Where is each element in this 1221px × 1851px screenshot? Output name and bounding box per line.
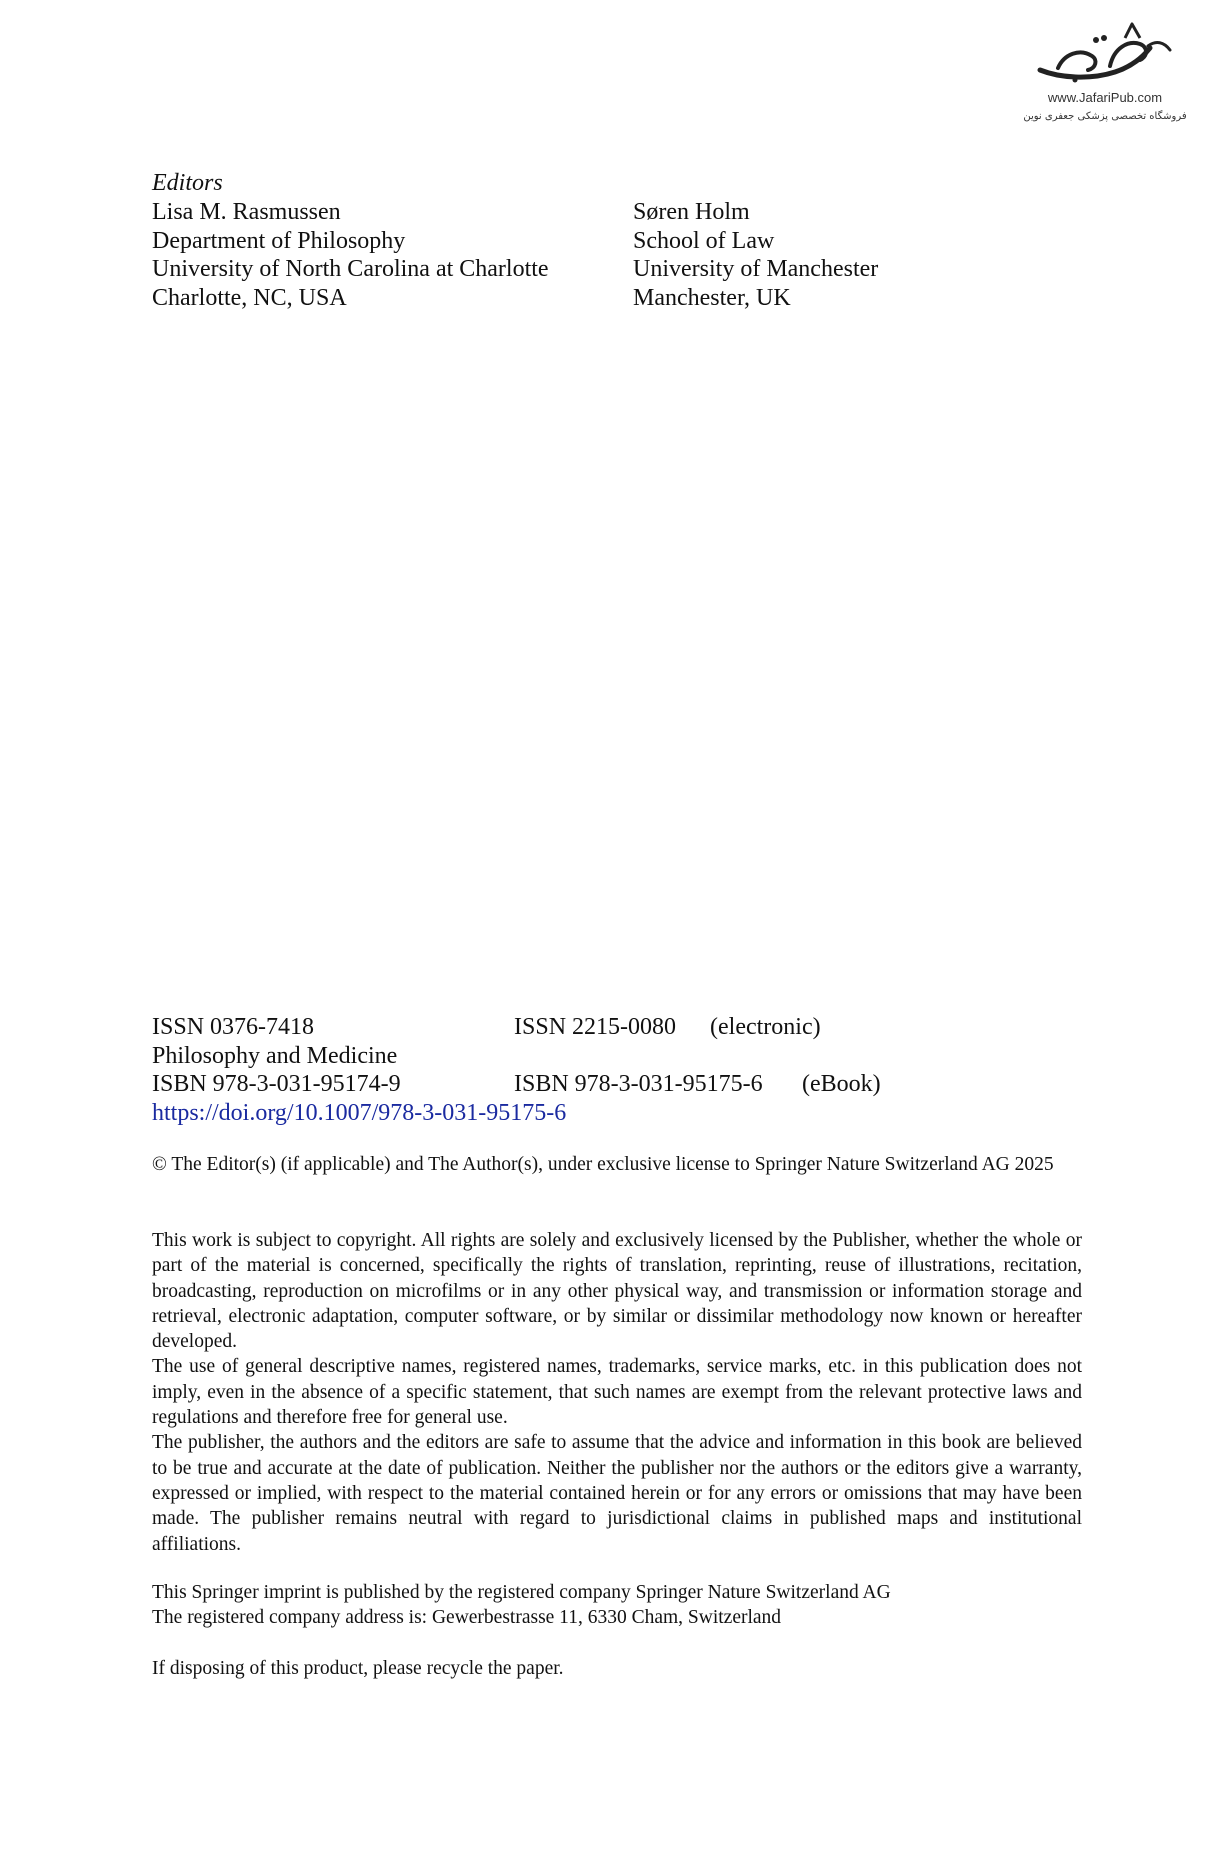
- editor-location: Manchester, UK: [633, 284, 791, 311]
- editor-institution: University of Manchester: [633, 256, 879, 282]
- legal-paragraph-trademarks: The use of general descriptive names, registered names, trademarks, service marks, etc. in this publication does not imply, even in the absence of a specific statement, that such names are exempt from the relevant protective laws and regulations and therefore free for general use.: [152, 1356, 1082, 1429]
- editor-institution: University of North Carolina at Charlotte: [152, 256, 549, 282]
- editor-left: [152, 198, 549, 312]
- recycle-note: If disposing of this product, please recycle the paper.: [152, 1658, 564, 1679]
- jafari-pub-calligraphy-icon: [1030, 18, 1180, 88]
- publisher-logo: [1005, 18, 1205, 138]
- imprint-line-address: The registered company address is: Gewerbestrasse 11, 6330 Cham, Switzerland: [152, 1607, 782, 1629]
- editor-department: Department of Philosophy: [152, 227, 406, 254]
- editor-name: Søren Holm: [633, 199, 750, 225]
- legal-paragraph-disclaimer: The publisher, the authors and the editors are safe to assume that the advice and information in this book are believed to be true and accurate at the date of publication. Neither the publisher nor the authors or the editors give a warranty, expressed or implied, with respect to the material contained herein or for any errors or omissions that may have been made. The publisher remains neutral with regard to jurisdictional claims in published maps and institutional affiliations.: [152, 1432, 1082, 1555]
- editor-name: Lisa M. Rasmussen: [152, 199, 341, 225]
- doi-link[interactable]: https://doi.org/10.1007/978-3-031-95175-6: [152, 1099, 567, 1126]
- logo-site-text: www.JafariPub.com: [1047, 90, 1163, 105]
- isbn-print: ISBN 978-3-031-95174-9: [152, 1071, 401, 1097]
- editors-label: Editors: [152, 170, 223, 196]
- editor-department: School of Law: [633, 227, 775, 254]
- issn-electronic: ISSN 2215-0080: [514, 1014, 677, 1040]
- imprint-line-company: This Springer imprint is published by the registered company Springer Nature Switzerland AG: [152, 1582, 891, 1603]
- editor-location: Charlotte, NC, USA: [152, 284, 347, 311]
- imprint-info: [152, 1580, 1082, 1631]
- issn-print: ISSN 0376-7418: [152, 1014, 315, 1040]
- series-name: Philosophy and Medicine: [152, 1042, 398, 1069]
- issn-electronic-note: (electronic): [710, 1014, 821, 1040]
- legal-paragraph-copyright: This work is subject to copyright. All rights are solely and exclusively licensed by the Publisher, whether the whole or part of the material is concerned, specifically the rights of translation, reprinting, reuse of illustrations, recitation, broadcasting, reproduction on microfilms or in any other physical way, and transmission or information storage and retrieval, electronic adaptation, computer software, or by similar or dissimilar methodology now known or hereafter developed.: [152, 1230, 1082, 1353]
- editor-right: [633, 198, 878, 312]
- legal-text: [152, 1228, 1082, 1557]
- logo-tagline: فروشگاه تخصصی پزشکی جعفری نوین: [1023, 111, 1187, 122]
- isbn-ebook: ISBN 978-3-031-95175-6: [514, 1071, 763, 1097]
- copyright-notice: © The Editor(s) (if applicable) and The Author(s), under exclusive license to Springer Nature Switzerland AG 2025: [152, 1154, 1054, 1175]
- isbn-ebook-note: (eBook): [802, 1071, 881, 1097]
